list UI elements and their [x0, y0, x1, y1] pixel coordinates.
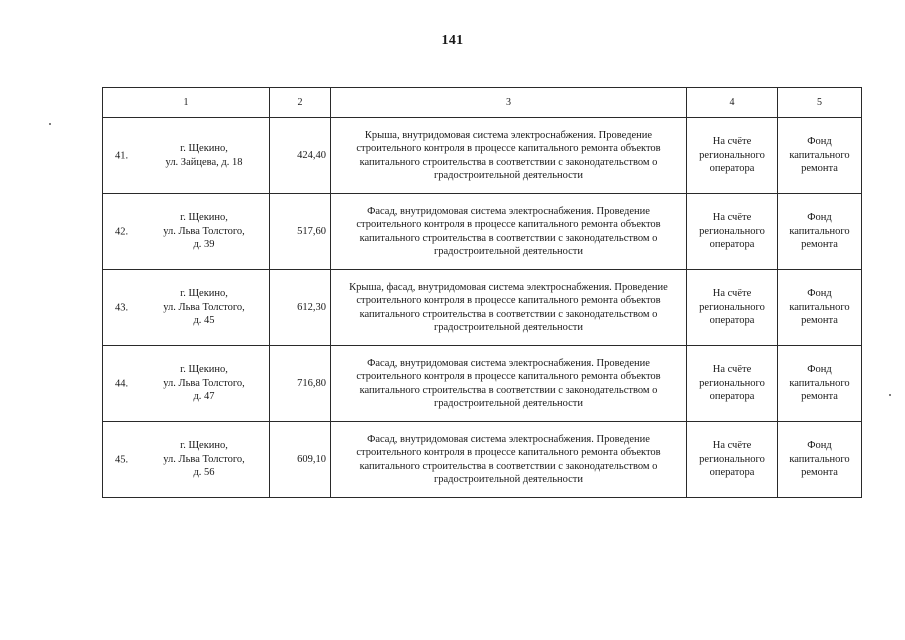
address-line: ул. Льва Толстого, — [163, 453, 245, 465]
work-description-cell: Фасад, внутридомовая система электроснабжения. Проведение строительного контроля в процессе капитального ремонта объектов капитального строительства в соответствии с законодательством о градостроительной деятельности — [331, 346, 687, 422]
table-row — [103, 194, 862, 270]
page-number: 141 — [441, 33, 464, 48]
account-cell: На счёте регионального оператора — [687, 422, 778, 498]
work-description-cell: Фасад, внутридомовая система электроснабжения. Проведение строительного контроля в процессе капитального ремонта объектов капитального строительства в соответствии с законодательством о градостроительной деятельности — [331, 422, 687, 498]
funding-source-cell: Фонд капитального ремонта — [778, 270, 862, 346]
address-line: г. Щекино, — [180, 212, 228, 224]
repair-table — [102, 87, 862, 498]
area-cell: 716,80 — [270, 346, 331, 422]
address-line: г. Щекино, — [180, 288, 228, 300]
address-cell — [103, 270, 270, 346]
table-row — [103, 346, 862, 422]
area-cell: 424,40 — [270, 118, 331, 194]
account-cell: На счёте регионального оператора — [687, 346, 778, 422]
column-header-1: 1 — [103, 88, 270, 118]
row-number: 41. — [115, 149, 129, 161]
address-cell — [103, 346, 270, 422]
address-line: ул. Льва Толстого, — [163, 301, 245, 313]
address-cell — [103, 422, 270, 498]
table-header-row — [103, 88, 862, 118]
address-line: ул. Льва Толстого, — [163, 377, 245, 389]
address-cell — [103, 118, 270, 194]
address-line: г. Щекино, — [180, 143, 228, 154]
work-description-cell: Крыша, фасад, внутридомовая система электроснабжения. Проведение строительного контроля в процессе капитального ремонта объектов капитального строительства в соответствии с законодательством о градостроительной деятельности — [331, 270, 687, 346]
row-number: 45. — [115, 453, 129, 465]
address-line: г. Щекино, — [180, 440, 228, 452]
row-number: 44. — [115, 377, 129, 389]
address-line: д. 45 — [193, 315, 215, 327]
column-header-2: 2 — [270, 88, 331, 118]
funding-source-cell: Фонд капитального ремонта — [778, 346, 862, 422]
address-line: д. 39 — [193, 239, 215, 251]
account-cell: На счёте регионального оператора — [687, 270, 778, 346]
address-text — [143, 142, 265, 169]
work-description-cell: Фасад, внутридомовая система электроснабжения. Проведение строительного контроля в процессе капитального ремонта объектов капитального строительства в соответствии с законодательством о градостроительной деятельности — [331, 194, 687, 270]
account-cell: На счёте регионального оператора — [687, 194, 778, 270]
address-line: г. Щекино, — [180, 364, 228, 376]
funding-source-cell: Фонд капитального ремонта — [778, 422, 862, 498]
address-text — [143, 363, 265, 404]
address-line: ул. Зайцева, д. 18 — [165, 156, 243, 168]
address-text — [143, 287, 265, 328]
work-description-cell: Крыша, внутридомовая система электроснабжения. Проведение строительного контроля в процессе капитального ремонта объектов капитального строительства в соответствии с законодательством о градостроительной деятельности — [331, 118, 687, 194]
row-number: 42. — [115, 225, 129, 237]
row-number: 43. — [115, 301, 129, 313]
funding-source-cell: Фонд капитального ремонта — [778, 194, 862, 270]
funding-source-cell: Фонд капитального ремонта — [778, 118, 862, 194]
address-line: ул. Льва Толстого, — [163, 225, 245, 237]
table-row — [103, 270, 862, 346]
area-cell: 612,30 — [270, 270, 331, 346]
area-cell: 517,60 — [270, 194, 331, 270]
area-cell: 609,10 — [270, 422, 331, 498]
column-header-5: 5 — [778, 88, 862, 118]
address-cell — [103, 194, 270, 270]
address-line: д. 56 — [193, 467, 215, 479]
table-row — [103, 422, 862, 498]
address-line: д. 47 — [193, 391, 215, 403]
column-header-3: 3 — [331, 88, 687, 118]
address-text — [143, 439, 265, 480]
scan-mark — [49, 123, 51, 125]
address-text — [143, 211, 265, 252]
column-header-4: 4 — [687, 88, 778, 118]
scan-mark — [889, 394, 891, 396]
table-row — [103, 118, 862, 194]
account-cell: На счёте регионального оператора — [687, 118, 778, 194]
